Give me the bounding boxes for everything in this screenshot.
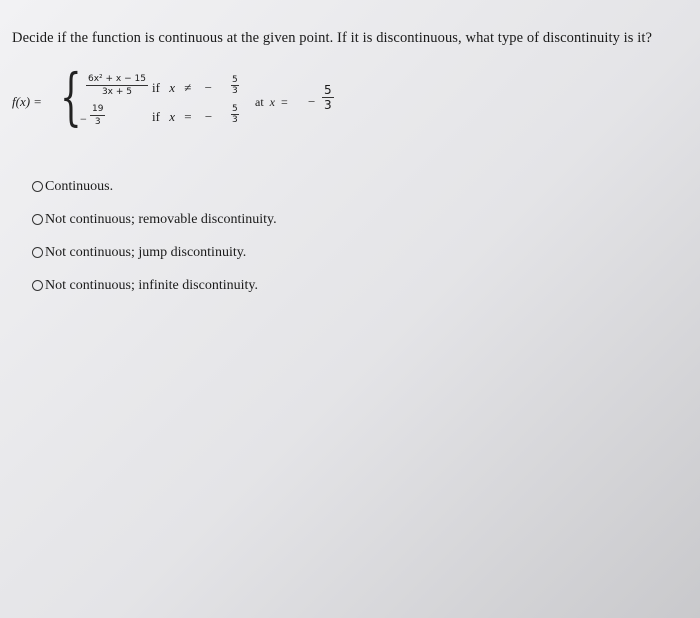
option-continuous[interactable] <box>32 170 277 203</box>
piecewise-function <box>8 60 348 134</box>
case1-condition-num: 5 <box>232 75 238 85</box>
case1-condition-op: ≠ <box>184 80 192 95</box>
option-removable[interactable] <box>32 203 277 236</box>
case2-condition-den: 3 <box>232 115 238 125</box>
option-label: Continuous. <box>45 178 114 194</box>
radio-button[interactable] <box>32 247 43 258</box>
radio-button[interactable] <box>32 280 43 291</box>
point-prefix-group <box>255 95 288 110</box>
case2-condition-num: 5 <box>232 104 238 114</box>
case1-condition <box>152 75 238 96</box>
point-sign: − <box>308 94 316 109</box>
answer-options <box>32 170 277 302</box>
case1-numerator: 6x² + x − 15 <box>88 74 146 84</box>
option-label: Not continuous; removable discontinuity. <box>45 211 277 227</box>
point-num: 5 <box>324 83 332 97</box>
point-prefix: at <box>255 95 264 109</box>
case1-condition-prefix: if <box>152 80 160 95</box>
case2-expression <box>90 104 105 127</box>
function-equals: = <box>34 94 42 109</box>
case1-condition-sign: − <box>204 80 212 95</box>
case2-condition-sign: − <box>204 109 213 124</box>
case1-condition-den: 3 <box>232 86 238 96</box>
case2-condition-prefix: if <box>152 109 160 124</box>
radio-button[interactable] <box>32 214 43 225</box>
option-label: Not continuous; infinite discontinuity. <box>45 277 258 293</box>
case2-sign: − <box>80 112 87 126</box>
case1-denominator: 3x + 5 <box>101 87 132 97</box>
point-fraction <box>322 83 334 112</box>
case1-condition-fraction <box>231 75 239 96</box>
case2-condition <box>152 104 238 125</box>
case1-condition-var: x <box>169 80 175 95</box>
case2-condition-op: = <box>184 109 192 124</box>
case2-condition-fraction <box>231 104 239 125</box>
point-var: x <box>269 95 275 109</box>
case2-denominator: 3 <box>94 117 101 127</box>
option-label: Not continuous; jump discontinuity. <box>45 244 247 260</box>
radio-button[interactable] <box>32 181 43 192</box>
option-infinite[interactable] <box>32 269 277 302</box>
function-label <box>12 94 41 110</box>
case1-expression <box>86 74 148 97</box>
curly-brace: { <box>60 60 82 133</box>
point-op: = <box>281 95 288 109</box>
case2-condition-var: x <box>169 109 175 124</box>
function-name: f(x) <box>12 94 31 109</box>
point-den: 3 <box>324 98 332 112</box>
option-jump[interactable] <box>32 236 277 269</box>
question-text: Decide if the function is continuous at the given point. If it is discontinuous, what type of discontinuity is it? <box>12 30 653 46</box>
case2-numerator: 19 <box>92 104 104 114</box>
